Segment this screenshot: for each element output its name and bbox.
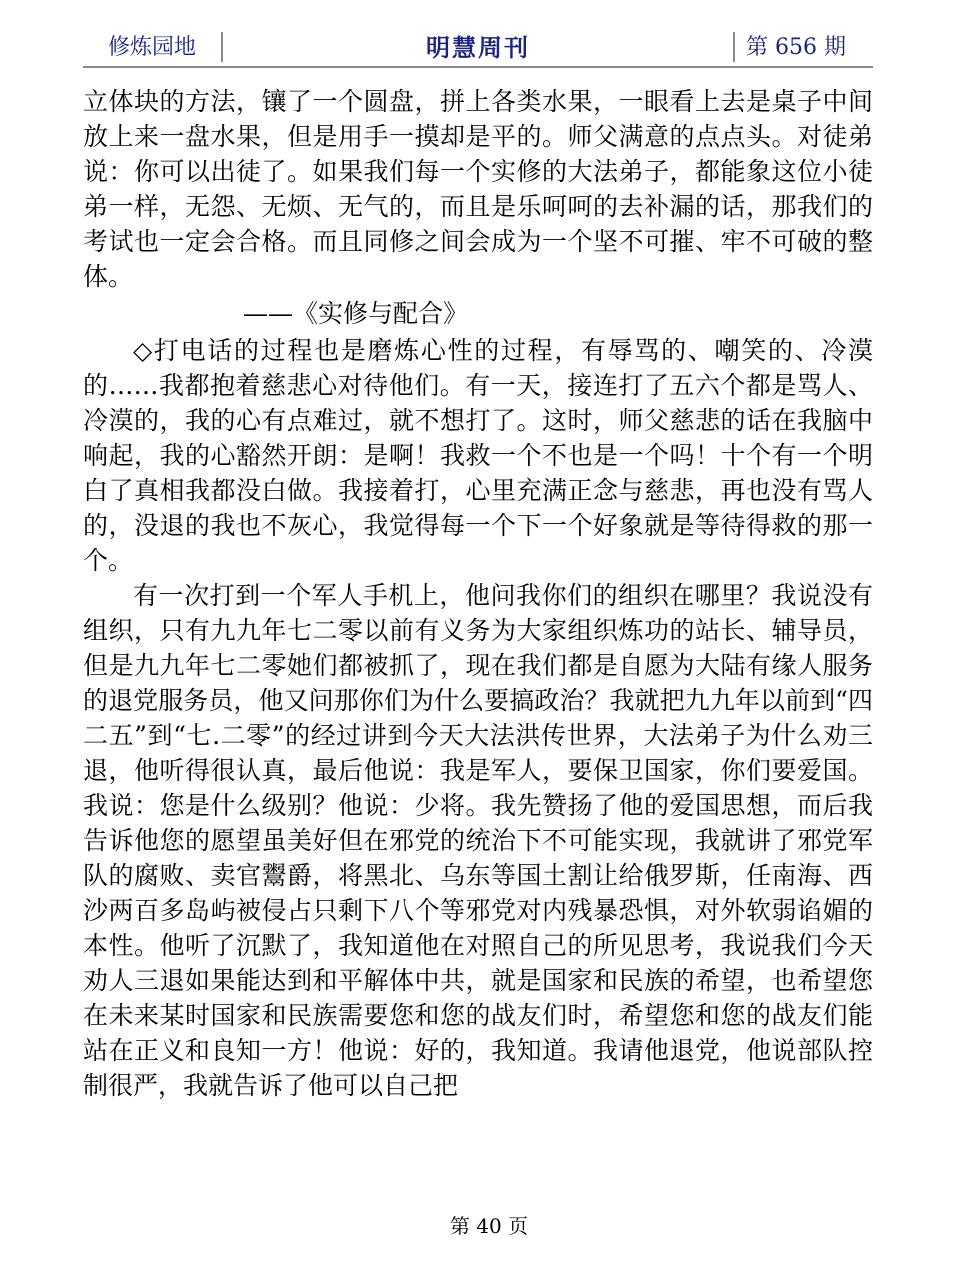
- header-divider-right: [733, 32, 735, 62]
- section-name: 修炼园地: [108, 35, 197, 60]
- issue-number: 第 656 期: [746, 35, 846, 60]
- page-number: 第 40 页: [449, 1214, 529, 1238]
- paragraph-soldier: 有一次打到一个军人手机上，他问我你们的组织在哪里？我说没有组织，只有九九年七二零以前有义务为大家组织炼功的站长、辅导员，但是九九年七二零她们都被抓了，现在我们都是自愿为大陆有缘人服务的退党服务员，他又问那你们为什么要搞政治？我就把九九年以前到“四二五”到“七.二零”的经过讲到今天大法洪传世界，大法弟子为什么劝三退，他听得很认真，最后他说：我是军人，要保卫国家，你们要爱国。我说：您是什么级别？他说：少将。我先赞扬了他的爱国思想，而后我告诉他您的愿望虽美好但在邪党的统治下不可能实现，我就讲了邪党军队的腐败、卖官鬻爵，将黑北、乌东等国土割让给俄罗斯，任南海、西沙两百多岛屿被侵占只剩下八个等邪党对内残暴恐惧，对外软弱谄媚的本性。他听了沉默了，我知道他在对照自己的所见思考，我说我们今天劝人三退如果能达到和平解体中共，就是国家和民族的希望，也希望您在未来某时国家和民族需要您和您的战友们时，希望您和您的战友们能站在正义和良知一方！他说：好的，我知道。我请他退党，他说部队控制很严，我就告诉了他可以自己把: [83, 581, 873, 1100]
- publication-title: 明慧周刊: [426, 34, 530, 62]
- page-header: [83, 28, 873, 66]
- paragraph-phone-calls: ◇打电话的过程也是磨炼心性的过程，有辱骂的、嘲笑的、冷漠的……我都抱着慈悲心对待他们。有一天，接连打了五六个都是骂人、冷漠的，我的心有点难过，就不想打了。这时，师父慈悲的话在我脑中响起，我的心豁然开朗：是啊！我救一个不也是一个吗！十个有一个明白了真相我都没白做。我接着打，心里充满正念与慈悲，再也没有骂人的，没退的我也不灰心，我觉得每一个下一个好象就是等待得救的那一个。: [83, 336, 873, 575]
- article-body: [83, 84, 873, 1103]
- header-rule: [83, 66, 873, 68]
- paragraph-continuation: 立体块的方法，镶了一个圆盘，拼上各类水果，一眼看上去是桌子中间放上来一盘水果，但是用手一摸却是平的。师父满意的点点头。对徒弟说：你可以出徒了。如果我们每一个实修的大法弟子，都能象这位小徒弟一样，无怨、无烦、无气的，而且是乐呵呵的去补漏的话，那我们的考试也一定会合格。而且同修之间会成为一个坚不可摧、牢不可破的整体。: [83, 87, 873, 291]
- citation: ——《实修与配合》: [243, 299, 469, 328]
